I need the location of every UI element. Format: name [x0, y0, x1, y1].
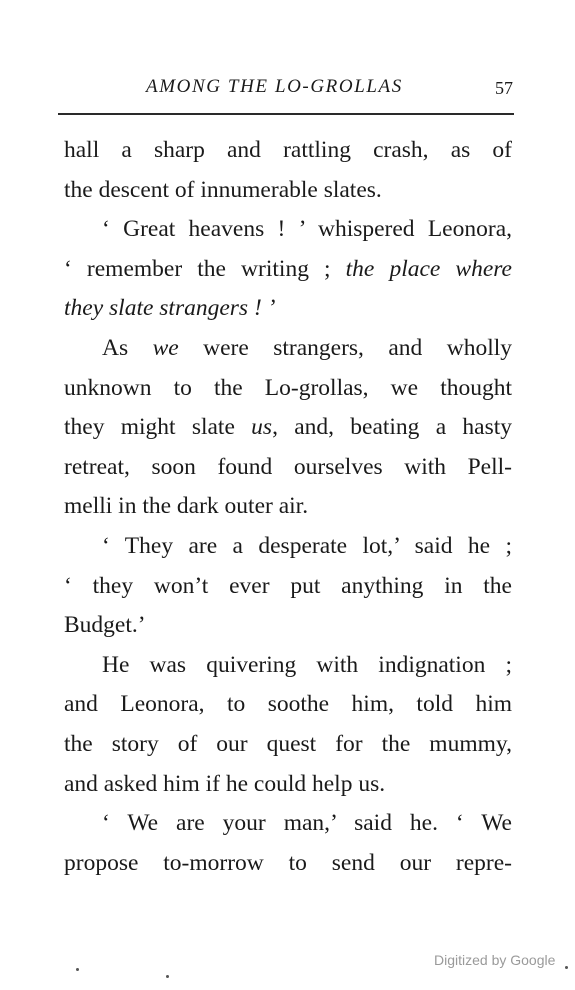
text-line: melli in the dark outer air. [64, 493, 309, 520]
text-line: they slate strangers ! ’ [64, 295, 276, 322]
text-line: they might slate us, and, beating a hasty [64, 414, 512, 441]
page-number: 57 [495, 78, 513, 98]
text-line: unknown to the Lo-grollas, we thought [64, 374, 512, 401]
text-line: ‘ they won’t ever put anything in the [64, 572, 512, 599]
text-line: hall a sharp and rattling crash, as of [64, 137, 512, 163]
text-line: He was quivering with indignation ; [102, 651, 512, 678]
scan-speck [166, 975, 169, 978]
text-line: propose to-morrow to send our repre- [64, 849, 512, 876]
scan-speck [76, 968, 79, 971]
text-line: ‘ remember the writing ; the place where [64, 255, 512, 282]
digitized-watermark: Digitized by Google [434, 952, 556, 968]
text-line: Budget.’ [64, 612, 146, 639]
text-line: ‘ Great heavens ! ’ whispered Leonora, [102, 216, 512, 243]
text-line: As we were strangers, and wholly [102, 334, 512, 361]
scan-speck [565, 966, 568, 969]
text-line: the descent of innumerable slates. [64, 176, 382, 203]
text-line: ‘ We are your man,’ said he. ‘ We [102, 810, 512, 837]
header-rule [58, 113, 514, 115]
text-line: the story of our quest for the mummy, [64, 730, 512, 757]
running-head [62, 76, 513, 102]
running-title: AMONG THE LO-GROLLAS [146, 76, 403, 97]
text-line: and asked him if he could help us. [64, 770, 386, 797]
text-line: and Leonora, to soothe him, told him [64, 691, 512, 718]
body-text [64, 131, 512, 883]
text-line: retreat, soon found ourselves with Pell- [64, 453, 512, 480]
text-line: ‘ They are a desperate lot,’ said he ; [102, 532, 512, 559]
